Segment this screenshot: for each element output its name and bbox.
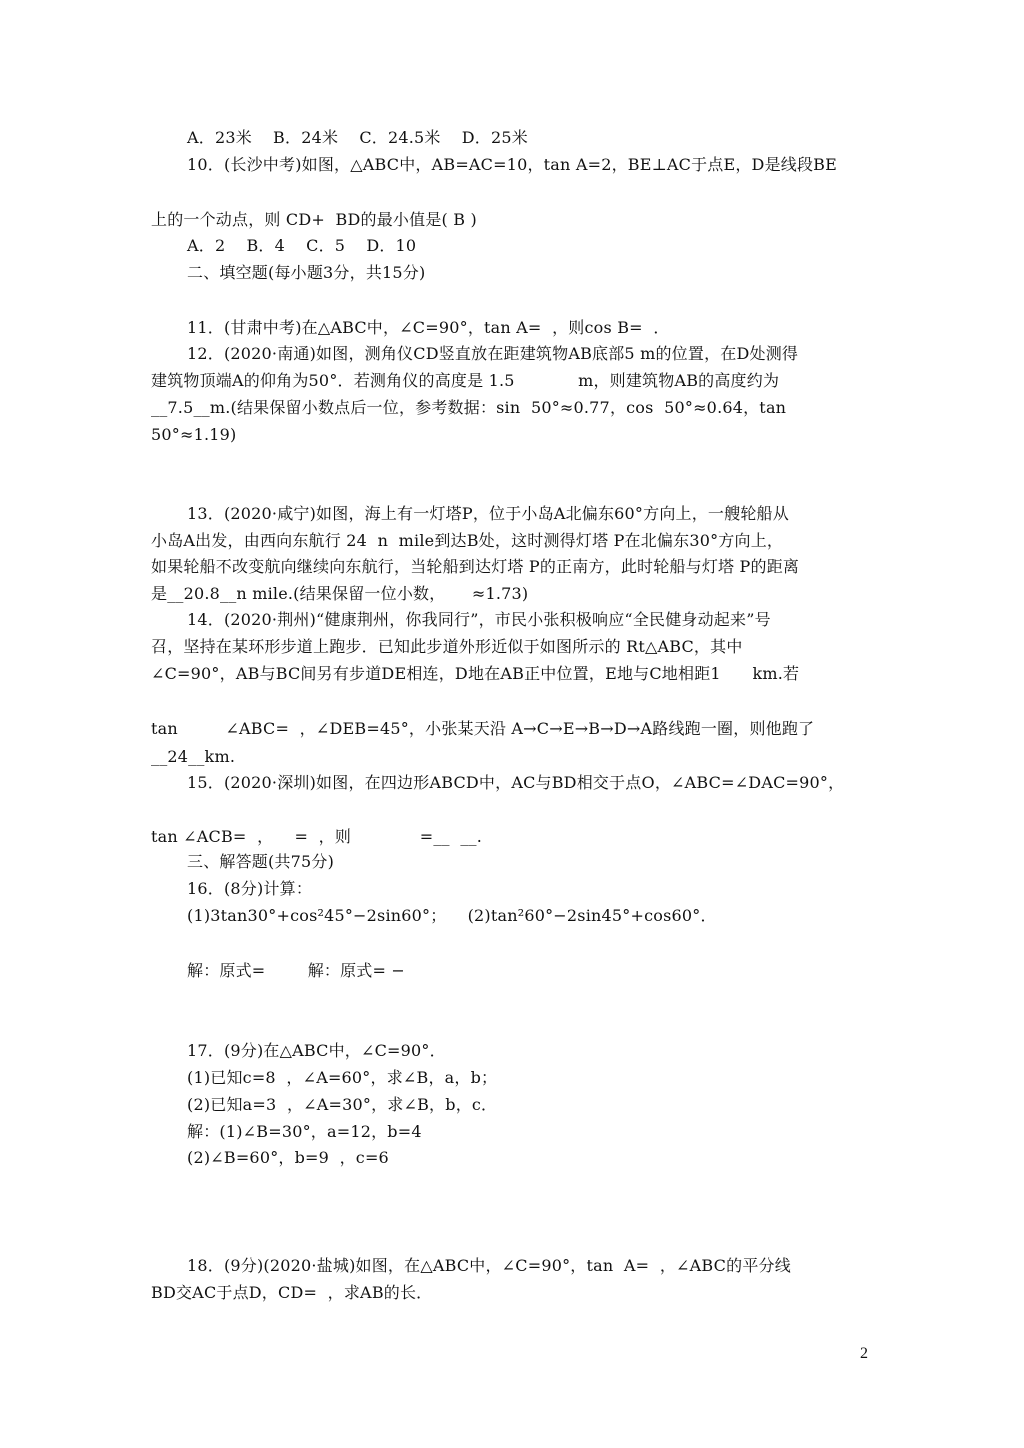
q17-part1: (1)已知c=8 ，∠A=60°，求∠B，a，b； xyxy=(187,1068,498,1087)
q12-line3: __7.5__m.(结果保留小数点后一位，参考数据：sin 50°≈0.77，cos 50°≈0.64，tan xyxy=(151,398,787,417)
q12-line2: 建筑物顶端A的仰角为50°．若测角仪的高度是 1.5 m，则建筑物AB的高度约为 xyxy=(151,371,780,390)
q13-line4: 是__20.8__n mile.(结果保留一位小数， ≈1.73) xyxy=(151,584,529,603)
q16-stem: 16．(8分)计算： xyxy=(187,879,313,898)
q16-answers: 解：原式= 解：原式= − xyxy=(187,961,405,980)
q10-stem-line1: 10．(长沙中考)如图，△ABC中，AB=AC=10，tan A=2，BE⊥AC于点E，D是线段BE xyxy=(187,155,838,174)
q12-line4: 50°≈1.19) xyxy=(151,425,237,444)
q14-line3: ∠C=90°，AB与BC间另有步道DE相连，D地在AB正中位置，E地与C地相距1 km.若 xyxy=(151,664,800,683)
q13-line2: 小岛A出发，由西向东航行 24 n mile到达B处，这时测得灯塔 P在北偏东30°方向上， xyxy=(151,531,784,550)
q9-options: A．23米 B．24米 C．24.5米 D．25米 xyxy=(187,128,528,147)
q15-line1: 15．(2020·深圳)如图，在四边形ABCD中，AC与BD相交于点O，∠ABC=∠DAC=90°， xyxy=(187,773,845,792)
q11-line: 11．(甘肃中考)在△ABC中，∠C=90°，tan A= ，则cos B= ． xyxy=(187,318,670,337)
q10-options: A．2 B．4 C．5 D．10 xyxy=(187,236,417,255)
q17-stem: 17．(9分)在△ABC中，∠C=90°． xyxy=(187,1041,446,1060)
q14-line4: tan ∠ABC= ，∠DEB=45°，小张某天沿 A→C→E→B→D→A路线跑一圈，则他跑了 xyxy=(151,719,815,738)
q17-answer1: 解：(1)∠B=30°，a=12，b=4 xyxy=(187,1122,422,1141)
q18-line2: BD交AC于点D，CD= ，求AB的长． xyxy=(151,1283,433,1302)
q14-line5: __24__km. xyxy=(151,747,236,766)
q16-parts: (1)3tan30°+cos²45°−2sin60°； (2)tan²60°−2sin45°+cos60°． xyxy=(187,906,717,925)
page-number: 2 xyxy=(860,1345,868,1362)
section-2-heading: 二、填空题(每小题3分，共15分) xyxy=(187,263,426,282)
section-3-heading: 三、解答题(共75分) xyxy=(187,852,335,871)
q15-line2: tan ∠ACB= ， = ，则 =__ __. xyxy=(151,827,483,846)
q17-part2: (2)已知a=3 ，∠A=30°，求∠B，b，c． xyxy=(187,1095,498,1114)
q14-line2: 召，坚持在某环形步道上跑步．已知此步道外形近似于如图所示的 Rt△ABC，其中 xyxy=(151,637,743,656)
q18-line1: 18．(9分)(2020·盐城)如图，在△ABC中，∠C=90°，tan A= ，∠ABC的平分线 xyxy=(187,1256,791,1275)
q13-line1: 13．(2020·咸宁)如图，海上有一灯塔P，位于小岛A北偏东60°方向上，一艘轮船从 xyxy=(187,504,789,523)
q10-stem-line2: 上的一个动点，则 CD+ BD的最小值是( B ) xyxy=(151,210,477,229)
q17-answer2: (2)∠B=60°，b=9 ，c=6 xyxy=(187,1148,389,1167)
q13-line3: 如果轮船不改变航向继续向东航行，当轮船到达灯塔 P的正南方，此时轮船与灯塔 P的距离 xyxy=(151,557,800,576)
q12-line1: 12．(2020·南通)如图，测角仪CD竖直放在距建筑物AB底部5 m的位置，在D处测得 xyxy=(187,344,799,363)
q14-line1: 14．(2020·荆州)“健康荆州，你我同行”，市民小张积极响应“全民健身动起来”号 xyxy=(187,610,771,629)
